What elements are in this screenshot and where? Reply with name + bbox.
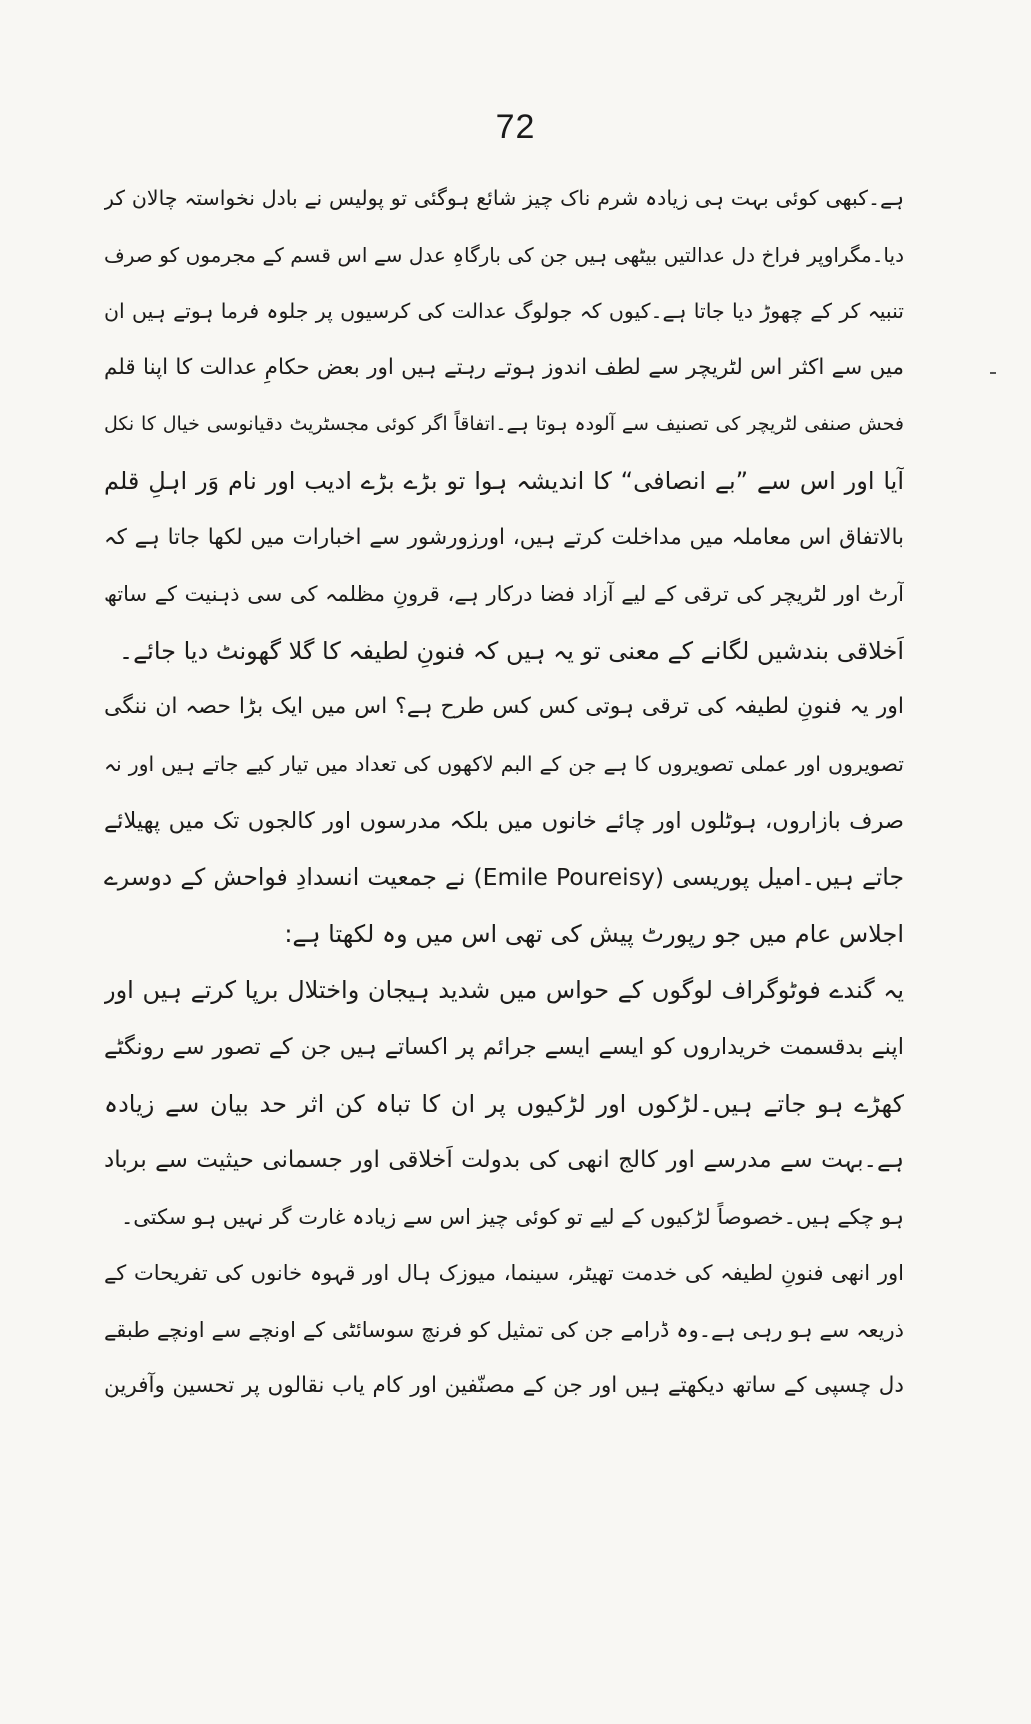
text-line: اَخلاقی بندشیں لگانے کے معنی تو یہ ہیں کہ فنونِ لطیفہ کا گلا گھونٹ دیا جائے۔: [119, 636, 904, 665]
text-line: تصویروں اور عملی تصویروں کا ہے جن کے البم لاکھوں کی تعداد میں تیار کیے جاتے ہیں اور نہ: [104, 751, 904, 776]
text-line: صرف بازاروں، ہوٹلوں اور چائے خانوں میں بلکہ مدرسوں اور کالجوں تک میں پھیلائے: [104, 807, 904, 834]
text-line: آیا اور اس سے ”بے انصافی“ کا اندیشہ ہوا تو بڑے بڑے ادیب اور نام وَر اہلِ قلم: [104, 466, 904, 495]
text-line: جاتے ہیں۔امیل پوریسی (Emile Poureisy) نے جمعیت انسدادِ فواحش کے دوسرے: [104, 863, 904, 892]
text-line: بالاتفاق اس معاملہ میں مداخلت کرتے ہیں، اورزورشور سے اخبارات میں لکھا جاتا ہے کہ: [104, 524, 904, 550]
text-line: دل چسپی کے ساتھ دیکھتے ہیں اور جن کے مصنّفین اور کام یاب نقالوں پر تحسین وآفرین: [104, 1373, 904, 1399]
text-line: ہے۔بہت سے مدرسے اور کالج انھی کی بدولت اَخلاقی اور جسمانی حیثیت سے برباد: [104, 1147, 904, 1174]
text-line: ہے۔کبھی کوئی بہت ہی زیادہ شرم ناک چیز شائع ہوگئی تو پولیس نے بادل نخواستہ چالان کر: [104, 186, 904, 210]
text-line: آرٹ اور لٹریچر کی ترقی کے لیے آزاد فضا درکار ہے، قرونِ مظلمہ کی سی ذہنیت کے ساتھ: [104, 582, 904, 607]
text-line: یہ گندے فوٹوگراف لوگوں کے حواس میں شدید ہیجان واختلال برپا کرتے ہیں اور: [104, 976, 904, 1005]
text-line: تنبیہ کر کے چھوڑ دیا جاتا ہے۔کیوں کہ جولوگ عدالت کی کرسیوں پر جلوہ فرما ہوتے ہیں ان: [104, 299, 904, 324]
text-line: اجلاس عام میں جو رپورٹ پیش کی تھی اس میں وہ لکھتا ہے:: [284, 919, 904, 948]
stray-ink-mark: [990, 372, 996, 374]
text-line: میں سے اکثر اس لٹریچر سے لطف اندوز ہوتے رہتے ہیں اور بعض حکامِ عدالت کا اپنا قلم: [104, 354, 904, 380]
text-line: دیا۔مگراوپر فراخ دل عدالتیں بیٹھی ہیں جن کی بارگاہِ عدل سے اس قسم کے مجرموں کو صرف: [104, 242, 904, 267]
body-text: [104, 170, 904, 1415]
text-line: فحش صنفی لٹریچر کی تصنیف سے آلودہ ہوتا ہے۔اتفاقاً اگر کوئی مجسٹریٹ دقیانوسی خیال کا نکل: [104, 413, 904, 436]
text-line: اپنے بدقسمت خریداروں کو ایسے ایسے جرائم پر اکساتے ہیں جن کے تصور سے رونگٹے: [104, 1033, 904, 1060]
text-line: ہو چکے ہیں۔خصوصاً لڑکیوں کے لیے تو کوئی چیز اس سے زیادہ غارت گر نہیں ہو سکتی۔: [120, 1204, 904, 1229]
page-number: 72: [495, 108, 536, 146]
text-line: کھڑے ہو جاتے ہیں۔لڑکوں اور لڑکیوں پر ان کا تباہ کن اثر حد بیان سے زیادہ: [104, 1089, 904, 1118]
text-line: اور انھی فنونِ لطیفہ کی خدمت تھیٹر، سینما، میوزک ہال اور قہوہ خانوں کی تفریحات کے: [104, 1261, 904, 1286]
text-line: ذریعہ سے ہو رہی ہے۔وہ ڈرامے جن کی تمثیل کو فرنچ سوسائٹی کے اونچے سے اونچے طبقے: [104, 1317, 904, 1342]
text-line: اور یہ فنونِ لطیفہ کی ترقی ہوتی کس کس طرح ہے؟ اس میں ایک بڑا حصہ ان ننگی: [104, 694, 904, 720]
